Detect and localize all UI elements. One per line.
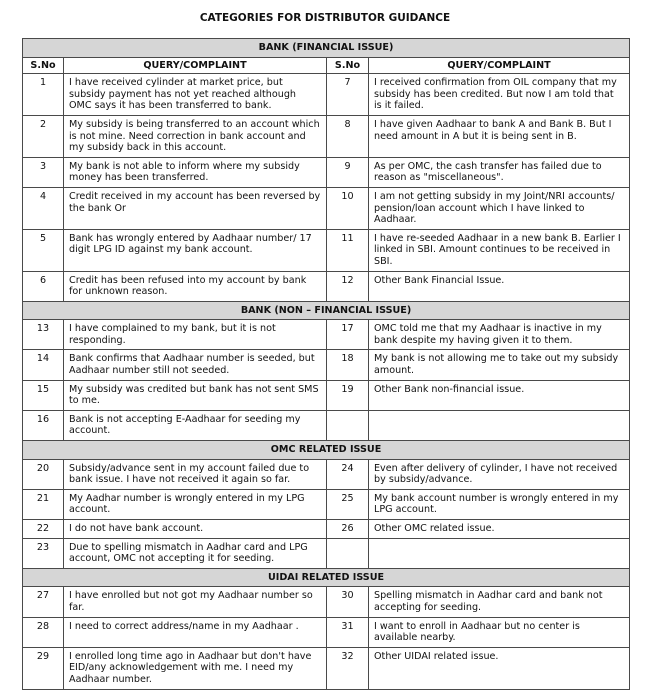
table-row [23, 520, 630, 539]
document-title: CATEGORIES FOR DISTRIBUTOR GUIDANCE [199, 12, 451, 24]
right-query-text: I have given Aadhaar to bank A and Bank B. But I need amount in A but it is being sent in B. [369, 115, 630, 157]
left-serial-number: 3 [23, 157, 64, 187]
section-row [23, 301, 630, 320]
right-query-text: My bank account number is wrongly entered in my LPG account. [369, 489, 630, 519]
table-row [23, 410, 630, 440]
left-query-text: Credit received in my account has been reversed by the bank Or [64, 187, 327, 229]
right-serial-number: 26 [327, 520, 369, 539]
right-query-text: I want to enroll in Aadhaar but no center is available nearby. [369, 617, 630, 647]
column-header-query: QUERY/COMPLAINT [369, 57, 630, 74]
left-query-text: I do not have bank account. [64, 520, 327, 539]
right-query-text: Other UIDAI related issue. [369, 647, 630, 689]
right-serial-number: 25 [327, 489, 369, 519]
left-query-text: Subsidy/advance sent in my account failed due to bank issue. I have not received it again so far. [64, 459, 327, 489]
section-title: BANK (NON – FINANCIAL ISSUE) [23, 301, 630, 320]
right-serial-number: 31 [327, 617, 369, 647]
left-serial-number: 21 [23, 489, 64, 519]
table-row [23, 229, 630, 271]
section-row [23, 39, 630, 58]
left-serial-number: 29 [23, 647, 64, 689]
right-query-text: I have re-seeded Aadhaar in a new bank B. Earlier I linked in SBI. Amount continues to be received in SBI. [369, 229, 630, 271]
right-serial-number: 32 [327, 647, 369, 689]
section-row [23, 568, 630, 587]
left-serial-number: 16 [23, 410, 64, 440]
left-serial-number: 5 [23, 229, 64, 271]
right-serial-number: 30 [327, 587, 369, 617]
right-serial-number: 18 [327, 350, 369, 380]
left-serial-number: 14 [23, 350, 64, 380]
left-query-text: I need to correct address/name in my Aadhaar . [64, 617, 327, 647]
table-row [23, 187, 630, 229]
right-query-text [369, 538, 630, 568]
left-serial-number: 22 [23, 520, 64, 539]
table-row [23, 617, 630, 647]
column-header-query: QUERY/COMPLAINT [64, 57, 327, 74]
right-query-text: Other OMC related issue. [369, 520, 630, 539]
right-query-text: OMC told me that my Aadhaar is inactive in my bank despite my having given it to them. [369, 320, 630, 350]
table-row [23, 157, 630, 187]
right-serial-number [327, 538, 369, 568]
right-serial-number: 8 [327, 115, 369, 157]
guidance-table-body [23, 39, 630, 690]
left-serial-number: 15 [23, 380, 64, 410]
left-serial-number: 6 [23, 271, 64, 301]
left-query-text: I have received cylinder at market price, but subsidy payment has not yet reached although OMC says it has been transferred to bank. [64, 74, 327, 116]
left-serial-number: 27 [23, 587, 64, 617]
right-serial-number: 17 [327, 320, 369, 350]
right-query-text [369, 410, 630, 440]
right-serial-number: 11 [327, 229, 369, 271]
left-query-text: Credit has been refused into my account by bank for unknown reason. [64, 271, 327, 301]
right-query-text: Spelling mismatch in Aadhar card and bank not accepting for seeding. [369, 587, 630, 617]
left-query-text: My Aadhar number is wrongly entered in my LPG account. [64, 489, 327, 519]
left-query-text: Bank confirms that Aadhaar number is seeded, but Aadhaar number still not seeded. [64, 350, 327, 380]
left-serial-number: 23 [23, 538, 64, 568]
column-header-sno: S.No [23, 57, 64, 74]
right-serial-number: 19 [327, 380, 369, 410]
right-serial-number: 12 [327, 271, 369, 301]
left-query-text: I enrolled long time ago in Aadhaar but don't have EID/any acknowledgement with me. I need my Aadhaar number. [64, 647, 327, 689]
column-header-row [23, 57, 630, 74]
right-query-text: Even after delivery of cylinder, I have not received by subsidy/advance. [369, 459, 630, 489]
right-query-text: Other Bank Financial Issue. [369, 271, 630, 301]
left-serial-number: 4 [23, 187, 64, 229]
right-serial-number: 24 [327, 459, 369, 489]
left-query-text: I have complained to my bank, but it is not responding. [64, 320, 327, 350]
right-serial-number: 10 [327, 187, 369, 229]
table-row [23, 115, 630, 157]
table-row [23, 459, 630, 489]
left-serial-number: 2 [23, 115, 64, 157]
right-serial-number [327, 410, 369, 440]
right-query-text: As per OMC, the cash transfer has failed due to reason as "miscellaneous". [369, 157, 630, 187]
left-query-text: Bank is not accepting E-Aadhaar for seeding my account. [64, 410, 327, 440]
right-query-text: My bank is not allowing me to take out my subsidy amount. [369, 350, 630, 380]
table-row [23, 538, 630, 568]
left-query-text: Due to spelling mismatch in Aadhar card and LPG account, OMC not accepting it for seeding. [64, 538, 327, 568]
guidance-table [22, 38, 630, 690]
section-title: OMC RELATED ISSUE [23, 441, 630, 460]
left-serial-number: 1 [23, 74, 64, 116]
table-row [23, 489, 630, 519]
right-query-text: I received confirmation from OIL company that my subsidy has been credited. But now I am told that is it failed. [369, 74, 630, 116]
right-serial-number: 9 [327, 157, 369, 187]
left-serial-number: 20 [23, 459, 64, 489]
left-serial-number: 13 [23, 320, 64, 350]
right-query-text: Other Bank non-financial issue. [369, 380, 630, 410]
section-title: BANK (FINANCIAL ISSUE) [23, 39, 630, 58]
left-query-text: My subsidy was credited but bank has not sent SMS to me. [64, 380, 327, 410]
table-row [23, 271, 630, 301]
right-query-text: I am not getting subsidy in my Joint/NRI accounts/ pension/loan account which I have linked to Aadhaar. [369, 187, 630, 229]
section-title: UIDAI RELATED ISSUE [23, 568, 630, 587]
left-query-text: My bank is not able to inform where my subsidy money has been transferred. [64, 157, 327, 187]
left-query-text: Bank has wrongly entered by Aadhaar number/ 17 digit LPG ID against my bank account. [64, 229, 327, 271]
table-row [23, 587, 630, 617]
table-row [23, 320, 630, 350]
right-serial-number: 7 [327, 74, 369, 116]
left-query-text: My subsidy is being transferred to an account which is not mine. Need correction in bank account and my subsidy back in this account. [64, 115, 327, 157]
column-header-sno: S.No [327, 57, 369, 74]
left-query-text: I have enrolled but not got my Aadhaar number so far. [64, 587, 327, 617]
section-row [23, 441, 630, 460]
table-row [23, 380, 630, 410]
table-row [23, 74, 630, 116]
table-row [23, 350, 630, 380]
left-serial-number: 28 [23, 617, 64, 647]
